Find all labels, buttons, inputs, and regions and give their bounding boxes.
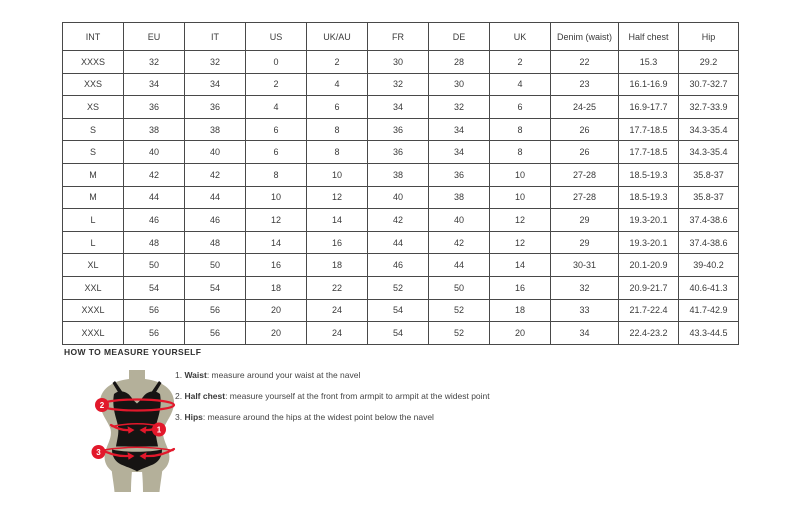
size-cell: 44: [124, 186, 185, 209]
column-header-uk: UK: [490, 23, 551, 51]
size-cell: 40: [185, 141, 246, 164]
instruction-label: Hips: [184, 412, 203, 422]
marker-hips-number: 3: [96, 448, 101, 457]
instruction-text: : measure yourself at the front from armpit to armpit at the widest point: [225, 391, 490, 401]
size-cell: M: [63, 186, 124, 209]
size-cell: S: [63, 118, 124, 141]
size-cell: 12: [490, 209, 551, 232]
size-cell: M: [63, 163, 124, 186]
size-cell: 20: [490, 322, 551, 345]
size-cell: 21.7-22.4: [619, 299, 679, 322]
size-cell: 24-25: [551, 96, 619, 119]
size-cell: 16.9-17.7: [619, 96, 679, 119]
size-cell: 10: [307, 163, 368, 186]
instruction-number: 3.: [175, 412, 185, 422]
size-cell: 36: [124, 96, 185, 119]
size-cell: XXXL: [63, 322, 124, 345]
size-cell: 52: [429, 322, 490, 345]
size-cell: 56: [185, 322, 246, 345]
size-cell: XXXS: [63, 51, 124, 74]
column-header-eu: EU: [124, 23, 185, 51]
size-cell: 32.7-33.9: [679, 96, 739, 119]
size-cell: 35.8-37: [679, 163, 739, 186]
size-cell: 34: [429, 118, 490, 141]
size-cell: 34: [368, 96, 429, 119]
size-cell: 42: [429, 231, 490, 254]
size-cell: 20: [246, 299, 307, 322]
marker-hips: [92, 445, 106, 459]
size-cell: 19.3-20.1: [619, 231, 679, 254]
column-header-half-chest: Half chest: [619, 23, 679, 51]
size-cell: 34.3-35.4: [679, 118, 739, 141]
size-row: [63, 141, 739, 164]
marker-waist: [152, 423, 166, 437]
size-cell: 6: [490, 96, 551, 119]
size-cell: 40: [368, 186, 429, 209]
size-cell: 33: [551, 299, 619, 322]
size-row: [63, 299, 739, 322]
size-cell: 50: [429, 276, 490, 299]
marker-chest-number: 2: [99, 401, 105, 410]
size-table-body: [63, 51, 739, 345]
instruction-text: : measure around the hips at the widest point below the navel: [202, 412, 434, 422]
size-cell: 10: [246, 186, 307, 209]
size-cell: XXS: [63, 73, 124, 96]
size-row: [63, 73, 739, 96]
size-cell: 26: [551, 118, 619, 141]
size-cell: 36: [368, 118, 429, 141]
size-cell: 26: [551, 141, 619, 164]
size-row: [63, 51, 739, 74]
size-cell: 18.5-19.3: [619, 163, 679, 186]
size-cell: 36: [368, 141, 429, 164]
size-cell: 8: [490, 141, 551, 164]
size-cell: 2: [307, 51, 368, 74]
size-cell: 4: [246, 96, 307, 119]
size-cell: 2: [490, 51, 551, 74]
size-cell: 6: [246, 118, 307, 141]
size-cell: 16.1-16.9: [619, 73, 679, 96]
size-cell: 32: [368, 73, 429, 96]
column-header-de: DE: [429, 23, 490, 51]
size-cell: 32: [429, 96, 490, 119]
instruction-label: Half chest: [184, 391, 226, 401]
measure-instruction: [175, 413, 490, 422]
size-cell: XS: [63, 96, 124, 119]
instruction-label: Waist: [184, 370, 207, 380]
size-cell: 16: [246, 254, 307, 277]
size-cell: 8: [307, 141, 368, 164]
size-table-header-row: [63, 23, 739, 51]
size-cell: 23: [551, 73, 619, 96]
size-row: [63, 96, 739, 119]
size-cell: 30.7-32.7: [679, 73, 739, 96]
size-cell: 2: [246, 73, 307, 96]
size-cell: 44: [368, 231, 429, 254]
size-cell: 38: [368, 163, 429, 186]
size-cell: 29: [551, 231, 619, 254]
size-cell: 12: [490, 231, 551, 254]
size-cell: 29: [551, 209, 619, 232]
size-cell: 24: [307, 322, 368, 345]
size-cell: 54: [368, 299, 429, 322]
size-cell: 8: [307, 118, 368, 141]
size-cell: XXXL: [63, 299, 124, 322]
size-cell: 22: [551, 51, 619, 74]
size-cell: XXL: [63, 276, 124, 299]
size-cell: 40.6-41.3: [679, 276, 739, 299]
size-cell: 39-40.2: [679, 254, 739, 277]
size-cell: 46: [124, 209, 185, 232]
mannequin-illustration: [85, 368, 185, 500]
size-cell: 30: [429, 73, 490, 96]
column-header-it: IT: [185, 23, 246, 51]
marker-waist-number: 1: [156, 425, 162, 435]
size-cell: 43.3-44.5: [679, 322, 739, 345]
size-cell: 18.5-19.3: [619, 186, 679, 209]
size-cell: 40: [429, 209, 490, 232]
size-cell: 12: [246, 209, 307, 232]
instruction-text: : measure around your waist at the navel: [206, 370, 361, 380]
size-cell: 36: [185, 96, 246, 119]
size-cell: 52: [429, 299, 490, 322]
size-cell: 42: [124, 163, 185, 186]
size-table: [62, 22, 739, 345]
size-cell: 44: [185, 186, 246, 209]
size-cell: 54: [368, 322, 429, 345]
size-cell: 34: [551, 322, 619, 345]
size-cell: 27-28: [551, 163, 619, 186]
size-cell: 30: [368, 51, 429, 74]
size-cell: 54: [185, 276, 246, 299]
size-cell: 14: [307, 209, 368, 232]
size-cell: 34: [124, 73, 185, 96]
size-row: [63, 276, 739, 299]
size-cell: 30-31: [551, 254, 619, 277]
size-cell: L: [63, 209, 124, 232]
size-cell: 34: [185, 73, 246, 96]
size-cell: 37.4-38.6: [679, 209, 739, 232]
size-cell: S: [63, 141, 124, 164]
instruction-number: 2.: [175, 391, 185, 401]
size-cell: 32: [551, 276, 619, 299]
size-cell: 22: [307, 276, 368, 299]
size-cell: 32: [185, 51, 246, 74]
size-cell: L: [63, 231, 124, 254]
size-cell: 56: [124, 299, 185, 322]
marker-chest: [95, 398, 109, 412]
size-cell: 22.4-23.2: [619, 322, 679, 345]
size-cell: 37.4-38.6: [679, 231, 739, 254]
size-cell: 17.7-18.5: [619, 141, 679, 164]
size-cell: 28: [429, 51, 490, 74]
size-cell: 15.3: [619, 51, 679, 74]
size-cell: 44: [429, 254, 490, 277]
size-cell: 54: [124, 276, 185, 299]
measure-instruction: [175, 371, 490, 380]
column-header-hip: Hip: [679, 23, 739, 51]
size-cell: 18: [490, 299, 551, 322]
size-cell: 14: [246, 231, 307, 254]
size-cell: 16: [490, 276, 551, 299]
size-row: [63, 231, 739, 254]
size-cell: 4: [490, 73, 551, 96]
size-cell: 36: [429, 163, 490, 186]
size-cell: 56: [124, 322, 185, 345]
size-cell: 6: [246, 141, 307, 164]
size-cell: 46: [185, 209, 246, 232]
size-cell: 41.7-42.9: [679, 299, 739, 322]
size-cell: 6: [307, 96, 368, 119]
size-cell: 32: [124, 51, 185, 74]
size-cell: 27-28: [551, 186, 619, 209]
measure-instructions: [175, 371, 490, 434]
size-cell: 56: [185, 299, 246, 322]
size-cell: 14: [490, 254, 551, 277]
size-row: [63, 209, 739, 232]
size-cell: 34: [429, 141, 490, 164]
size-cell: 38: [185, 118, 246, 141]
size-cell: 42: [368, 209, 429, 232]
column-header-fr: FR: [368, 23, 429, 51]
column-header-int: INT: [63, 23, 124, 51]
size-cell: 50: [185, 254, 246, 277]
size-cell: 34.3-35.4: [679, 141, 739, 164]
size-cell: 20.9-21.7: [619, 276, 679, 299]
size-cell: 40: [124, 141, 185, 164]
size-cell: 12: [307, 186, 368, 209]
size-cell: 46: [368, 254, 429, 277]
size-cell: 38: [429, 186, 490, 209]
size-cell: 16: [307, 231, 368, 254]
mannequin-figure: [85, 368, 185, 500]
size-cell: 4: [307, 73, 368, 96]
size-cell: 52: [368, 276, 429, 299]
size-cell: 24: [307, 299, 368, 322]
size-cell: 8: [490, 118, 551, 141]
measure-section-title: HOW TO MEASURE YOURSELF: [64, 347, 202, 357]
size-cell: 48: [185, 231, 246, 254]
column-header-uk-au: UK/AU: [307, 23, 368, 51]
size-cell: 42: [185, 163, 246, 186]
size-cell: 0: [246, 51, 307, 74]
size-cell: 19.3-20.1: [619, 209, 679, 232]
size-cell: 18: [307, 254, 368, 277]
size-cell: 18: [246, 276, 307, 299]
size-cell: 17.7-18.5: [619, 118, 679, 141]
column-header-us: US: [246, 23, 307, 51]
size-cell: 10: [490, 163, 551, 186]
size-cell: 10: [490, 186, 551, 209]
measure-instruction: [175, 392, 490, 401]
size-cell: 48: [124, 231, 185, 254]
size-cell: XL: [63, 254, 124, 277]
size-row: [63, 163, 739, 186]
size-cell: 38: [124, 118, 185, 141]
size-row: [63, 118, 739, 141]
size-cell: 20.1-20.9: [619, 254, 679, 277]
size-row: [63, 186, 739, 209]
size-cell: 20: [246, 322, 307, 345]
size-cell: 50: [124, 254, 185, 277]
size-row: [63, 254, 739, 277]
size-cell: 8: [246, 163, 307, 186]
size-cell: 29.2: [679, 51, 739, 74]
size-cell: 35.8-37: [679, 186, 739, 209]
column-header-denim-waist-: Denim (waist): [551, 23, 619, 51]
instruction-number: 1.: [175, 370, 185, 380]
size-row: [63, 322, 739, 345]
